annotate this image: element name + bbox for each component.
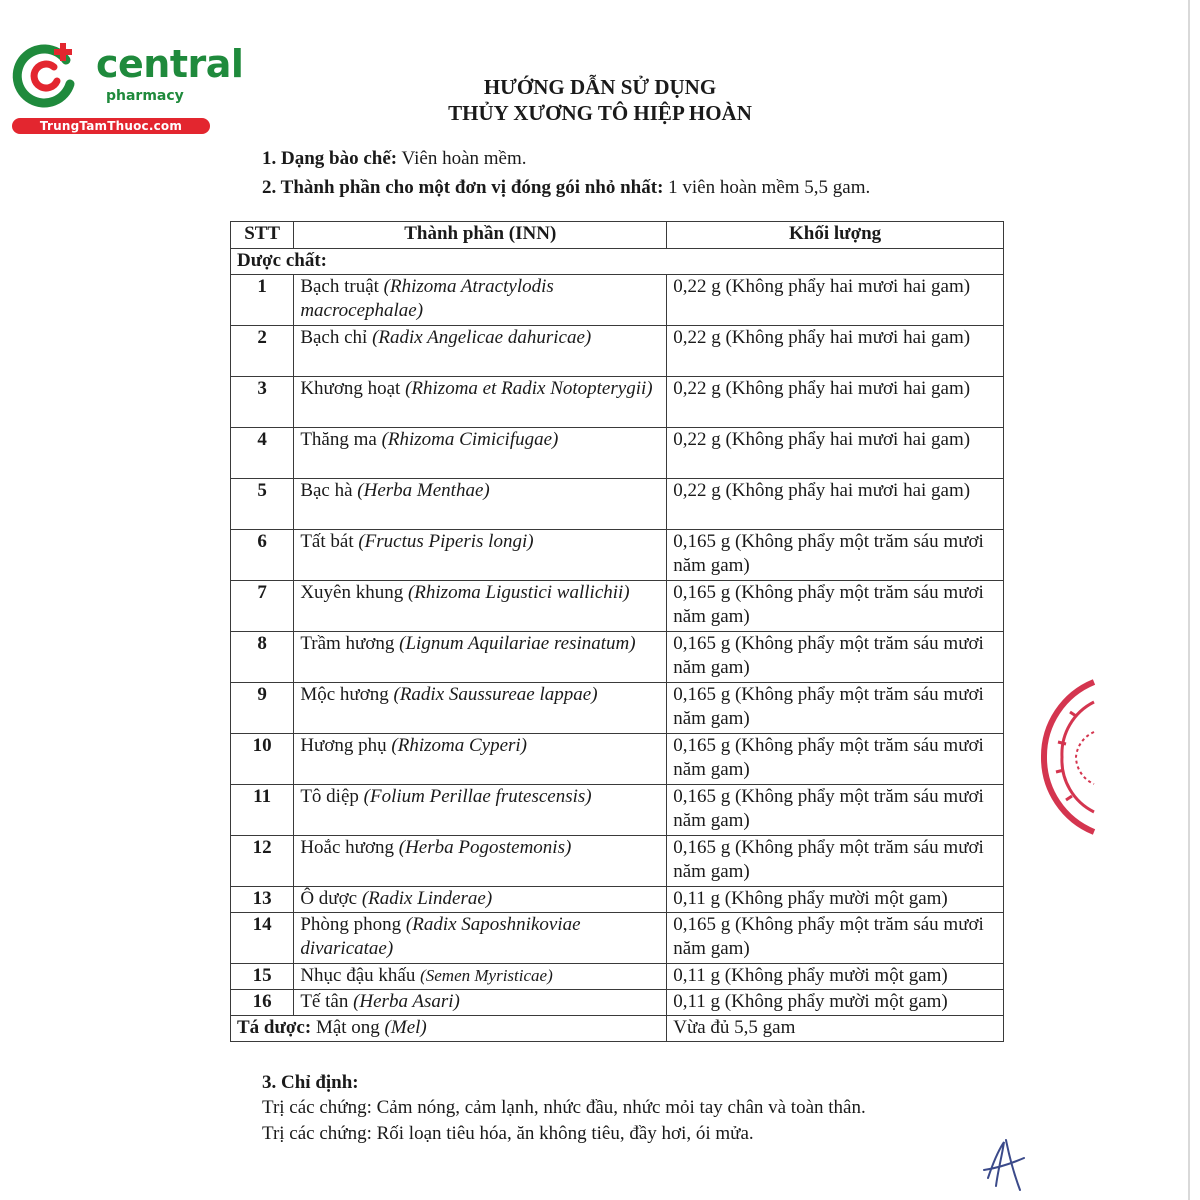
ingredient-name: Tất bát xyxy=(300,531,359,552)
row-stt: 13 xyxy=(231,887,294,913)
table-row xyxy=(231,887,1004,913)
ingredient-name: Mộc hương xyxy=(300,684,394,705)
excipient-mass: Vừa đủ 5,5 gam xyxy=(667,1016,1004,1042)
table-row xyxy=(231,964,1004,990)
row-mass: 0,165 g (Không phẩy một trăm sáu mươi năm gam) xyxy=(667,836,1004,887)
ingredient-name: Tô diệp xyxy=(300,786,364,807)
table-row xyxy=(231,836,1004,887)
logo-sub-text: pharmacy xyxy=(106,88,184,104)
row-ingredient xyxy=(294,836,667,887)
header-mass: Khối lượng xyxy=(667,222,1004,249)
ingredient-name: Khương hoạt xyxy=(300,378,406,399)
row-ingredient xyxy=(294,275,667,326)
logo-mark-icon xyxy=(10,40,82,112)
ingredient-name: Hoắc hương xyxy=(300,837,399,858)
row-stt: 16 xyxy=(231,990,294,1016)
table-row xyxy=(231,785,1004,836)
row-mass: 0,22 g (Không phẩy hai mươi hai gam) xyxy=(667,428,1004,479)
ingredient-latin-name: (Herba Pogostemonis) xyxy=(398,837,572,858)
row-stt: 8 xyxy=(231,632,294,683)
document-title xyxy=(300,74,900,126)
ingredient-name: Tế tân xyxy=(300,991,354,1012)
official-stamp-icon xyxy=(1036,672,1096,842)
ingredient-name: Nhục đậu khấu xyxy=(300,965,421,986)
row-ingredient xyxy=(294,581,667,632)
table-row xyxy=(231,326,1004,377)
ingredient-name: Trầm hương xyxy=(300,633,400,654)
ingredient-name: Bạch truật xyxy=(300,276,384,297)
row-ingredient xyxy=(294,326,667,377)
row-mass: 0,165 g (Không phẩy một trăm sáu mươi năm gam) xyxy=(667,632,1004,683)
row-mass: 0,11 g (Không phẩy mười một gam) xyxy=(667,964,1004,990)
ingredients-table xyxy=(230,221,1004,1042)
row-stt: 6 xyxy=(231,530,294,581)
row-ingredient xyxy=(294,990,667,1016)
logo-banner: TrungTamThuoc.com xyxy=(12,118,210,134)
header-ingredient: Thành phần (INN) xyxy=(294,222,667,249)
section-3-label: 3. Chỉ định: xyxy=(262,1072,359,1093)
ingredient-latin-name: (Lignum Aquilariae resinatum) xyxy=(399,633,636,654)
row-stt: 5 xyxy=(231,479,294,530)
row-stt: 1 xyxy=(231,275,294,326)
ingredient-latin-name: (Rhizoma et Radix Notopterygii) xyxy=(405,378,653,399)
row-ingredient xyxy=(294,377,667,428)
row-mass: 0,165 g (Không phẩy một trăm sáu mươi năm gam) xyxy=(667,581,1004,632)
row-ingredient xyxy=(294,734,667,785)
logo-brand-text: central xyxy=(96,42,244,86)
table-body xyxy=(231,249,1004,1042)
group-row-active xyxy=(231,249,1004,275)
ingredient-latin-name: (Radix Saposhnikoviae divaricatae) xyxy=(300,914,581,959)
row-ingredient xyxy=(294,785,667,836)
row-mass: 0,22 g (Không phẩy hai mươi hai gam) xyxy=(667,377,1004,428)
row-ingredient xyxy=(294,530,667,581)
table-row xyxy=(231,581,1004,632)
row-ingredient xyxy=(294,632,667,683)
section-composition xyxy=(262,177,870,199)
title-line-1: HƯỚNG DẪN SỬ DỤNG xyxy=(483,75,717,99)
header-stt: STT xyxy=(231,222,294,249)
ingredient-latin-name: (Radix Angelicae dahuricae) xyxy=(372,327,592,348)
row-mass: 0,22 g (Không phẩy hai mươi hai gam) xyxy=(667,275,1004,326)
ingredient-latin-name: (Fructus Piperis longi) xyxy=(358,531,534,552)
ingredient-name: Bạch chỉ xyxy=(300,327,373,348)
table-row xyxy=(231,734,1004,785)
table-row xyxy=(231,683,1004,734)
table-row xyxy=(231,990,1004,1016)
table-row xyxy=(231,530,1004,581)
ingredient-name: Thăng ma xyxy=(300,429,382,450)
ingredient-latin-name: (Semen Myristicae) xyxy=(420,966,553,985)
row-stt: 10 xyxy=(231,734,294,785)
excipient-cell xyxy=(231,1016,667,1042)
section-indications xyxy=(262,1072,359,1094)
row-mass: 0,165 g (Không phẩy một trăm sáu mươi năm gam) xyxy=(667,683,1004,734)
row-stt: 12 xyxy=(231,836,294,887)
row-mass: 0,165 g (Không phẩy một trăm sáu mươi năm gam) xyxy=(667,785,1004,836)
ingredient-name: Bạc hà xyxy=(300,480,358,501)
row-mass: 0,11 g (Không phẩy mười một gam) xyxy=(667,887,1004,913)
row-mass: 0,165 g (Không phẩy một trăm sáu mươi năm gam) xyxy=(667,913,1004,964)
ingredient-latin-name: (Rhizoma Atractylodis macrocephalae) xyxy=(300,276,554,321)
row-stt: 7 xyxy=(231,581,294,632)
brand-logo[interactable] xyxy=(10,36,244,136)
row-ingredient xyxy=(294,479,667,530)
table-row xyxy=(231,913,1004,964)
row-stt: 2 xyxy=(231,326,294,377)
table-row xyxy=(231,377,1004,428)
section-2-label: 2. Thành phần cho một đơn vị đóng gói nhỏ nhất: xyxy=(262,177,664,198)
ingredient-latin-name: (Herba Menthae) xyxy=(357,480,490,501)
ingredient-latin-name: (Folium Perillae frutescensis) xyxy=(363,786,592,807)
row-ingredient xyxy=(294,964,667,990)
ingredient-name: Ô dược xyxy=(300,888,362,909)
table-row xyxy=(231,428,1004,479)
ingredient-latin-name: (Rhizoma Cyperi) xyxy=(391,735,528,756)
ingredient-name: Hương phụ xyxy=(300,735,392,756)
row-stt: 4 xyxy=(231,428,294,479)
row-mass: 0,22 g (Không phẩy hai mươi hai gam) xyxy=(667,479,1004,530)
indication-line-1: Trị các chứng: Cảm nóng, cảm lạnh, nhức đầu, nhức mỏi tay chân và toàn thân. xyxy=(262,1097,866,1118)
row-ingredient xyxy=(294,428,667,479)
ingredient-latin-name: (Rhizoma Ligustici wallichii) xyxy=(407,582,630,603)
row-mass: 0,22 g (Không phẩy hai mươi hai gam) xyxy=(667,326,1004,377)
excipient-name: Mật ong xyxy=(311,1017,385,1038)
ingredient-latin-name: (Rhizoma Cimicifugae) xyxy=(381,429,559,450)
title-line-2: THỦY XƯƠNG TÔ HIỆP HOÀN xyxy=(448,101,752,125)
indication-line-2: Trị các chứng: Rối loạn tiêu hóa, ăn không tiêu, đầy hơi, ói mửa. xyxy=(262,1123,754,1144)
row-stt: 11 xyxy=(231,785,294,836)
ingredient-latin-name: (Radix Saussureae lappae) xyxy=(393,684,598,705)
row-ingredient xyxy=(294,913,667,964)
ingredient-latin-name: (Herba Asari) xyxy=(353,991,460,1012)
section-1-label: 1. Dạng bào chế: xyxy=(262,148,398,169)
row-stt: 3 xyxy=(231,377,294,428)
row-ingredient xyxy=(294,887,667,913)
row-stt: 9 xyxy=(231,683,294,734)
ingredient-latin-name: (Radix Linderae) xyxy=(361,888,493,909)
row-mass: 0,165 g (Không phẩy một trăm sáu mươi năm gam) xyxy=(667,530,1004,581)
row-stt: 15 xyxy=(231,964,294,990)
table-row xyxy=(231,479,1004,530)
ingredient-name: Phòng phong xyxy=(300,914,406,935)
table-header-row xyxy=(231,222,1004,249)
table-row xyxy=(231,275,1004,326)
group-active-label: Dược chất: xyxy=(231,249,1004,275)
row-mass: 0,165 g (Không phẩy một trăm sáu mươi năm gam) xyxy=(667,734,1004,785)
section-1-value: Viên hoàn mềm. xyxy=(397,148,527,169)
excipient-latin-name: (Mel) xyxy=(384,1017,427,1038)
page-edge xyxy=(1188,0,1190,1200)
ingredient-name: Xuyên khung xyxy=(300,582,408,603)
row-mass: 0,11 g (Không phẩy mười một gam) xyxy=(667,990,1004,1016)
section-dosage-form xyxy=(262,148,527,170)
excipient-row xyxy=(231,1016,1004,1042)
table-row xyxy=(231,632,1004,683)
row-stt: 14 xyxy=(231,913,294,964)
section-2-value: 1 viên hoàn mềm 5,5 gam. xyxy=(663,177,871,198)
row-ingredient xyxy=(294,683,667,734)
signature-icon xyxy=(980,1130,1030,1196)
excipient-label: Tá dược: xyxy=(237,1017,312,1038)
